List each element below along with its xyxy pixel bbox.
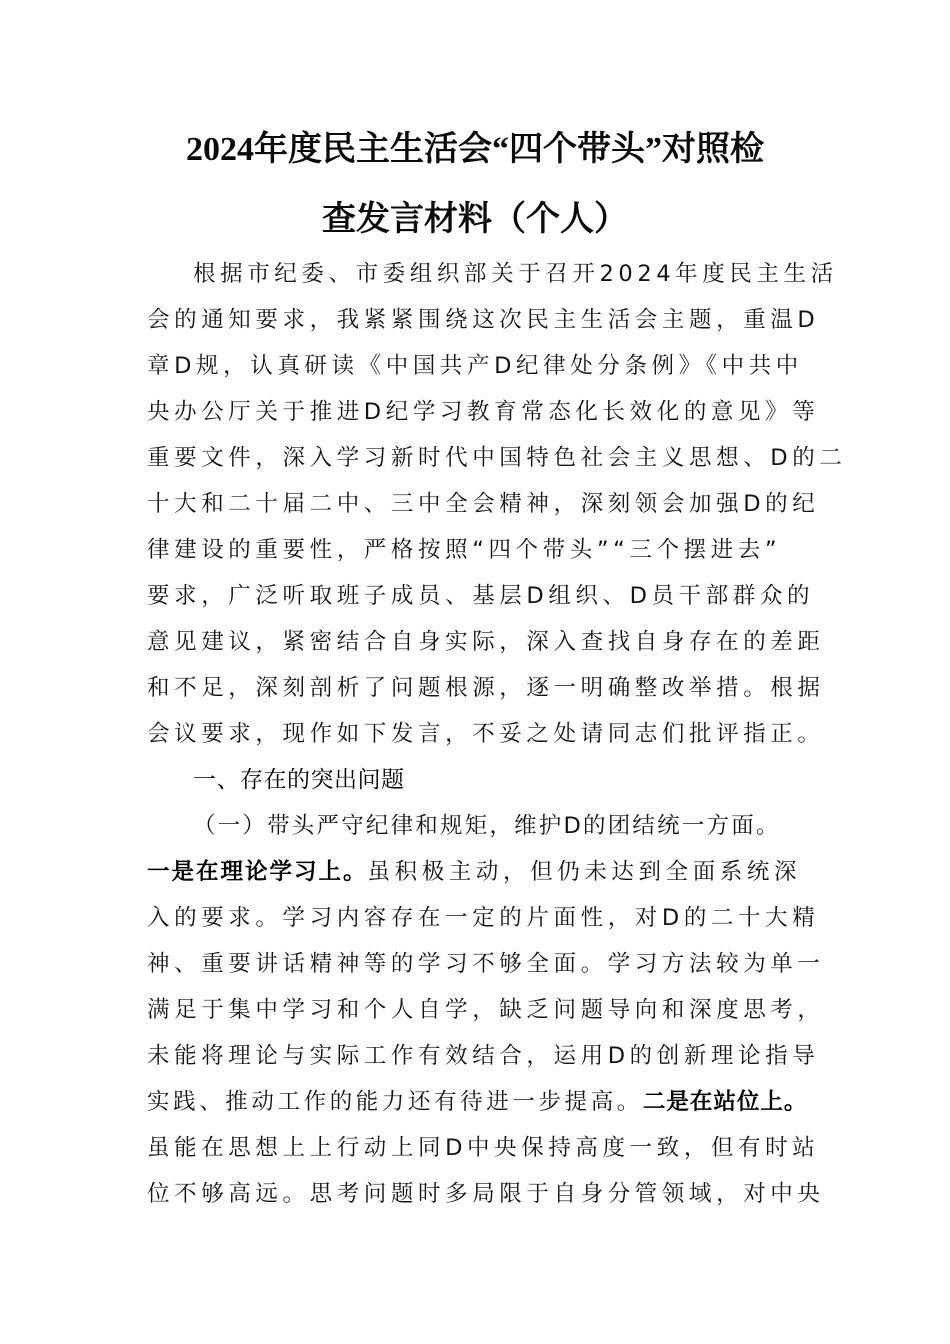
section-heading: 一、存在的突出问题 bbox=[193, 767, 405, 793]
point-1-line: 入的要求。学习内容存在一定的片面性，对D的二十大精 bbox=[147, 905, 820, 931]
intro-line: 律建设的重要性，严格按照“四个带头”“三个摆进去” bbox=[147, 537, 782, 563]
point-1-last-text: 实践、推动工作的能力还有待进一步提高。 bbox=[147, 1089, 643, 1115]
intro-line: 央办公厅关于推进D纪学习教育常态化长效化的意见》等 bbox=[147, 399, 820, 425]
point-1-first-line bbox=[147, 857, 807, 887]
point-1-line: 未能将理论与实际工作有效结合，运用D的创新理论指导 bbox=[147, 1043, 820, 1069]
point-2-line: 虽能在思想上上行动上同D中央保持高度一致，但有时站 bbox=[147, 1135, 820, 1161]
intro-line: 要求，广泛听取班子成员、基层D组织、D员干部群众的 bbox=[147, 583, 815, 609]
intro-line: 根据市纪委、市委组织部关于召开2024年度民主生活 bbox=[193, 261, 838, 287]
subsection-heading: （一）带头严守纪律和规矩，维护D的团结统一方面。 bbox=[193, 813, 781, 839]
intro-line: 会的通知要求，我紧紧围绕这次民主生活会主题，重温D bbox=[147, 307, 820, 333]
point-2-line: 位不够高远。思考问题时多局限于自身分管领域，对中央 bbox=[147, 1181, 825, 1207]
point-2-label: 二是在站位上。 bbox=[642, 1089, 808, 1115]
intro-line: 会议要求，现作如下发言，不妥之处请同志们批评指正。 bbox=[147, 721, 825, 747]
point-1-line: 满足于集中学习和个人自学，缺乏问题导向和深度思考， bbox=[147, 997, 825, 1023]
point-1-text: 虽积极主动，但仍未达到全面系统深 bbox=[367, 859, 802, 885]
document-title-line-1: 2024年度民主生活会“四个带头”对照检 bbox=[186, 131, 764, 168]
intro-line: 和不足，深刻剖析了问题根源，逐一明确整改举措。根据 bbox=[147, 675, 825, 701]
intro-line: 重要文件，深入学习新时代中国特色社会主义思想、D的二 bbox=[147, 445, 847, 471]
point-1-last-line bbox=[147, 1087, 807, 1117]
intro-line: 十大和二十届二中、三中全会精神，深刻领会加强D的纪 bbox=[147, 491, 820, 517]
intro-line: 章D规，认真研读《中国共产D纪律处分条例》《中共中 bbox=[147, 353, 803, 379]
point-1-label: 一是在理论学习上。 bbox=[147, 859, 368, 885]
point-1-line: 神、重要讲话精神等的学习不够全面。学习方法较为单一 bbox=[147, 951, 825, 977]
intro-line: 意见建议，紧密结合自身实际，深入查找自身存在的差距 bbox=[147, 629, 825, 655]
document-title-line-2: 查发言材料（个人） bbox=[322, 201, 628, 238]
